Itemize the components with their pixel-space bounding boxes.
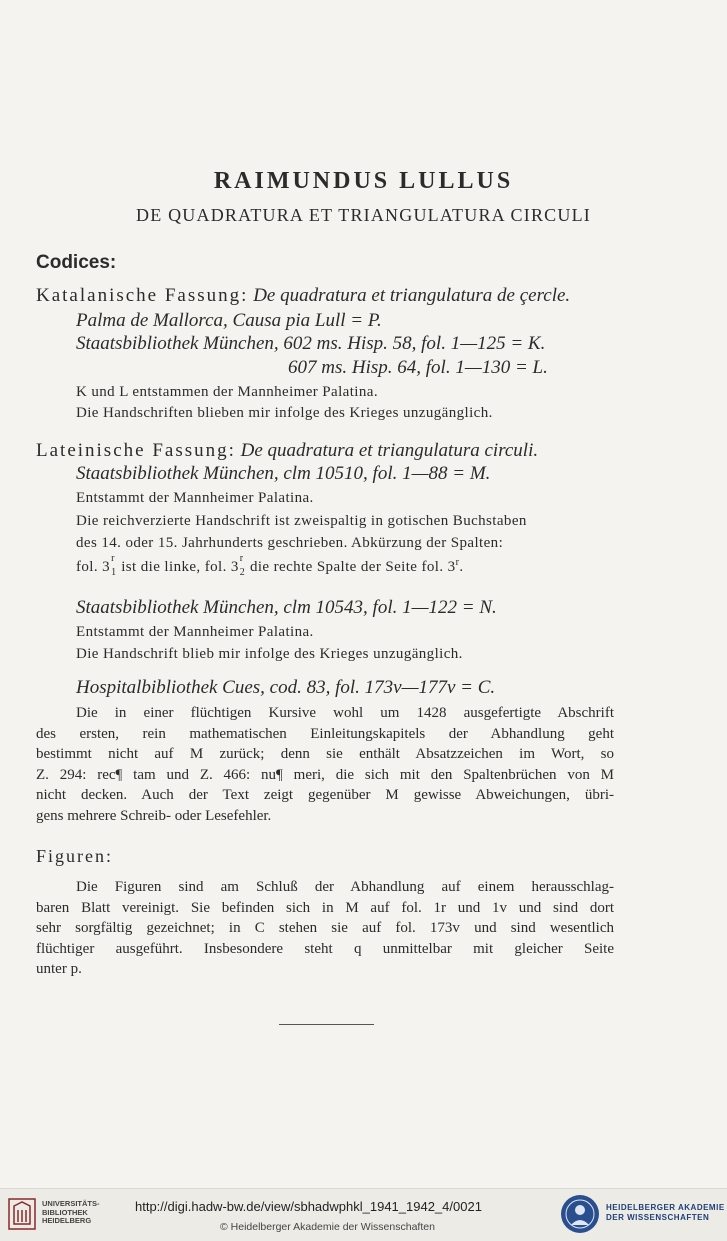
catalan-note-1: K und L entstammen der Mannheimer Palatina. — [76, 384, 378, 400]
university-library-name — [42, 1200, 100, 1226]
library-line-1: UNIVERSITÄTS- — [42, 1199, 100, 1208]
library-line-3: HEIDELBERG — [42, 1216, 92, 1225]
university-library-logo-icon — [8, 1198, 36, 1230]
figuren-line-3: sehr sorgfältig gezeichnet; in C stehen sie auf fol. 173v und sind wesentlich — [36, 920, 614, 937]
fol-text-3: die rechte Spalte der Seite fol. 3 — [249, 559, 456, 575]
latin2-note-2: Die Handschrift blieb mir infolge des Krieges unzugänglich. — [76, 646, 463, 662]
fol-text-2: ist die linke, fol. 3 — [121, 559, 239, 575]
latin-note-1: Entstammt der Mannheimer Palatina. — [76, 490, 314, 506]
sup-r: r — [111, 553, 115, 564]
latin-note-4 — [76, 553, 464, 578]
copyright-notice: © Heidelberger Akademie der Wissenschaften — [220, 1221, 435, 1233]
academy-line-1: HEIDELBERGER AKADEMIE — [606, 1203, 725, 1212]
page-title: RAIMUNDUS LULLUS — [213, 168, 514, 194]
latin-source-n: Staatsbibliothek München, clm 10543, fol. 1—122 = N. — [76, 597, 497, 618]
academy-seal-icon — [561, 1195, 599, 1233]
fol-text: fol. 3 — [76, 559, 111, 575]
latin2-note-1: Entstammt der Mannheimer Palatina. — [76, 624, 314, 640]
catalan-source-palma: Palma de Mallorca, Causa pia Lull = P. — [76, 310, 382, 331]
catalan-title: De quadratura et triangulatura de çercle. — [253, 285, 571, 306]
cues-paragraph — [36, 703, 614, 827]
viewer-footer — [0, 1188, 727, 1241]
figuren-paragraph — [36, 877, 614, 980]
cues-line-2: des ersten, rein mathematischen Einleitungskapitels der Abhandlung geht — [36, 725, 614, 742]
sub-1: 1 — [111, 567, 117, 578]
cues-line-3: bestimmt nicht auf M zurück; denn sie enthält Absatzzeichen im Wort, so — [36, 746, 614, 763]
cues-line-5: nicht decken. Auch der Text zeigt gegenüber M gewisse Abweichungen, übri- — [36, 787, 614, 804]
cues-line-4: Z. 294: rec¶ tam und Z. 466: nu¶ meri, die sich mit den Spaltenbrüchen von M — [36, 766, 614, 783]
permalink-url[interactable]: http://digi.hadw-bw.de/view/sbhadwphkl_1941_1942_4/0021 — [135, 1199, 482, 1214]
page-subtitle: DE QUADRATURA ET TRIANGULATURA CIRCULI — [136, 205, 591, 225]
latin-note-3: des 14. oder 15. Jahrhunderts geschrieben. Abkürzung der Spalten: — [76, 535, 504, 551]
catalan-note-2: Die Handschriften blieben mir infolge des Krieges unzugänglich. — [76, 405, 493, 421]
library-line-2: BIBLIOTHEK — [42, 1207, 88, 1217]
catalan-heading-line — [36, 285, 570, 307]
sup-r-3: r — [455, 557, 460, 568]
academy-line-2: DER WISSENSCHAFTEN — [606, 1213, 710, 1222]
figuren-line-2: baren Blatt vereinigt. Sie befinden sich in M auf fol. 1r und 1v und sind dort — [36, 899, 614, 916]
closing-rule — [279, 1024, 374, 1025]
sub-2: 2 — [239, 567, 246, 578]
cues-line-1: Die in einer flüchtigen Kursive wohl um 1428 ausgefertigte Abschrift — [76, 705, 614, 721]
cues-source: Hospitalbibliothek Cues, cod. 83, fol. 173v—177v = C. — [76, 677, 496, 698]
figuren-line-5: unter p. — [36, 961, 82, 978]
figuren-heading: Figuren: — [36, 846, 113, 866]
academy-name — [606, 1203, 725, 1223]
catalan-label: Katalanische Fassung: — [36, 285, 249, 306]
latin-note-2: Die reichverzierte Handschrift ist zweispaltig in gotischen Buchstaben — [76, 513, 527, 529]
latin-source-m: Staatsbibliothek München, clm 10510, fol. 1—88 = M. — [76, 463, 491, 484]
period: . — [459, 559, 464, 575]
latin-heading-line — [36, 440, 538, 462]
figuren-line-4: flüchtiger ausgeführt. Insbesondere steht q unmittelbar mit gleicher Seite — [36, 940, 614, 957]
catalan-source-l: 607 ms. Hisp. 64, fol. 1—130 = L. — [288, 357, 548, 378]
codices-heading: Codices: — [36, 252, 117, 273]
sup-r-2: r — [239, 553, 244, 564]
cues-line-6: gens mehrere Schreib- oder Lesefehler. — [36, 807, 272, 824]
figuren-line-1: Die Figuren sind am Schluß der Abhandlung auf einem herausschlag- — [76, 879, 614, 895]
latin-title: De quadratura et triangulatura circuli. — [240, 440, 539, 461]
latin-label: Lateinische Fassung: — [36, 440, 236, 461]
catalan-source-k: Staatsbibliothek München, 602 ms. Hisp. 58, fol. 1—125 = K. — [76, 333, 546, 354]
